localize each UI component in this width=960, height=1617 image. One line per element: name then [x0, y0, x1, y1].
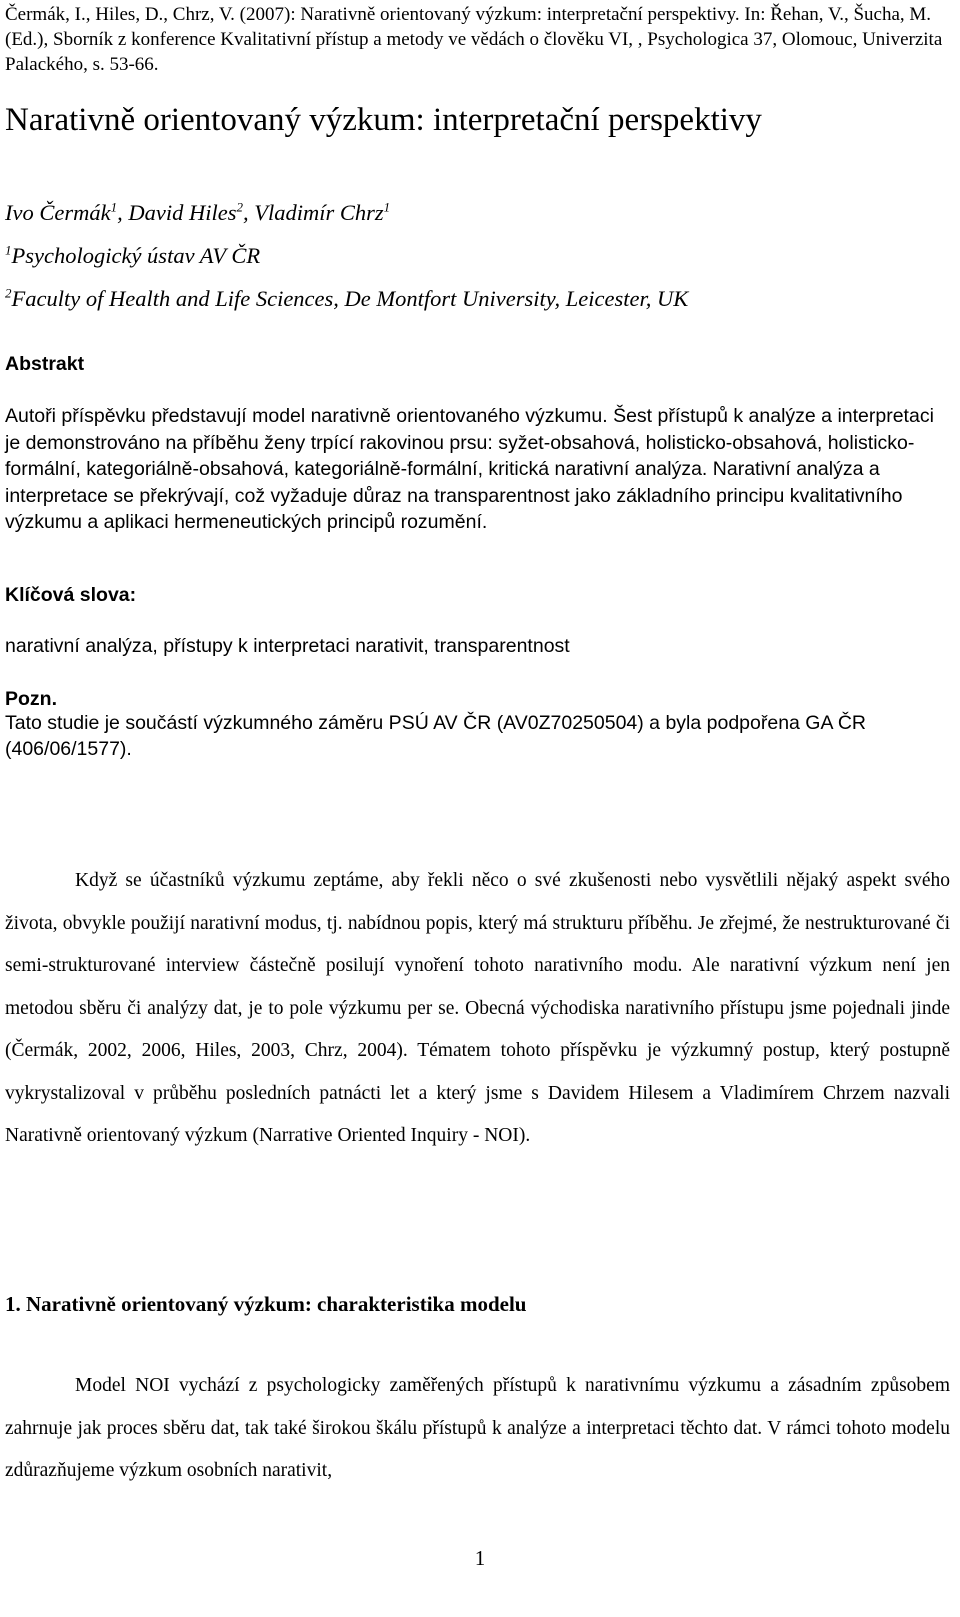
- citation: Čermák, I., Hiles, D., Chrz, V. (2007): Narativně orientovaný výzkum: interpretační perspektivy. In: Řehan, V., Šucha, M. (Ed.), Sborník z konference Kvalitativní přístup a metody ve vědách o člověku VI, , Psychologica 37, Olomouc, Univerzita Palackého, s. 53-66.: [5, 4, 943, 75]
- section-paragraph-text: Model NOI vychází z psychologicky zaměřených přístupů k narativnímu výzkumu a zásadním způsobem zahrnuje jak proces sběru dat, tak také širokou škálu přístupů k analýze a interpretaci těchto dat. V rámci tohoto modelu zdůrazňujeme výzkum osobních narativit,: [5, 1375, 950, 1481]
- affiliation-text: Faculty of Health and Life Sciences, De Montfort University, Leicester, UK: [11, 286, 689, 311]
- keywords-text: narativní analýza, přístupy k interpretaci narativit, transparentnost: [5, 635, 570, 657]
- author-name: , David Hiles: [117, 200, 237, 225]
- section-paragraph: [5, 1365, 950, 1493]
- affiliation-marker: 1: [5, 242, 12, 258]
- author-affiliation-marker: 1: [383, 199, 391, 215]
- affiliation-text: Psychologický ústav AV ČR: [11, 243, 261, 268]
- author-affiliation-marker: 2: [236, 199, 243, 215]
- note-text: Tato studie je součástí výzkumného záměru PSÚ AV ČR (AV0Z70250504) a byla podpořena GA ČR (406/06/1577).: [5, 712, 866, 760]
- page-number: 1: [474, 1546, 486, 1570]
- author-name: , Vladimír Chrz: [242, 200, 384, 225]
- intro-paragraph: [5, 860, 950, 1158]
- page-title: Narativně orientovaný výzkum: interpretační perspektivy: [5, 102, 762, 138]
- affiliation: [5, 242, 950, 270]
- note-heading: Pozn.: [5, 688, 57, 710]
- author-affiliation-marker: 1: [110, 199, 118, 215]
- section-heading: 1. Narativně orientovaný výzkum: charakteristika modelu: [5, 1292, 527, 1316]
- keywords-heading: Klíčová slova:: [5, 584, 137, 606]
- author-name: Ivo Čermák: [5, 200, 111, 225]
- affiliation: [5, 285, 950, 313]
- author-list: [5, 199, 950, 227]
- affiliation-marker: 2: [5, 285, 12, 301]
- intro-paragraph-text: Když se účastníků výzkumu zeptáme, aby řekli něco o své zkušenosti nebo vysvětlili nějaký aspekt svého života, obvykle použijí narativní modus, tj. nabídnou popis, který má strukturu příběhu. Je zřejmé, že nestrukturované či semi-strukturované interview částečně posilují vynoření tohoto narativního modu. Ale narativní výzkum není jen metodou sběru či analýzy dat, je to pole výzkumu per se. Obecná východiska narativního přístupu jsme pojednali jinde (Čermák, 2002, 2006, Hiles, 2003, Chrz, 2004). Tématem tohoto příspěvku je výzkumný postup, který postupně vykrystalizoval v průběhu posledních patnácti let a který jsme s Davidem Hilesem a Vladimírem Chrzem nazvali Narativně orientovaný výzkum (Narrative Oriented Inquiry - NOI).: [5, 870, 950, 1146]
- abstract-text: Autoři příspěvku představují model narativně orientovaného výzkumu. Šest přístupů k analýze a interpretaci je demonstrováno na příběhu ženy trpící rakovinou prsu: syžet-obsahová, holisticko-obsahová, holisticko-formální, kategoriálně-obsahová, kategoriálně-formální, kritická narativní analýza. Narativní analýza a interpretace se překrývají, což vyžaduje důraz na transparentnost jako základního principu kvalitativního výzkumu a aplikaci hermeneutických principů rozumění.: [5, 405, 934, 533]
- abstract-heading: Abstrakt: [5, 353, 85, 375]
